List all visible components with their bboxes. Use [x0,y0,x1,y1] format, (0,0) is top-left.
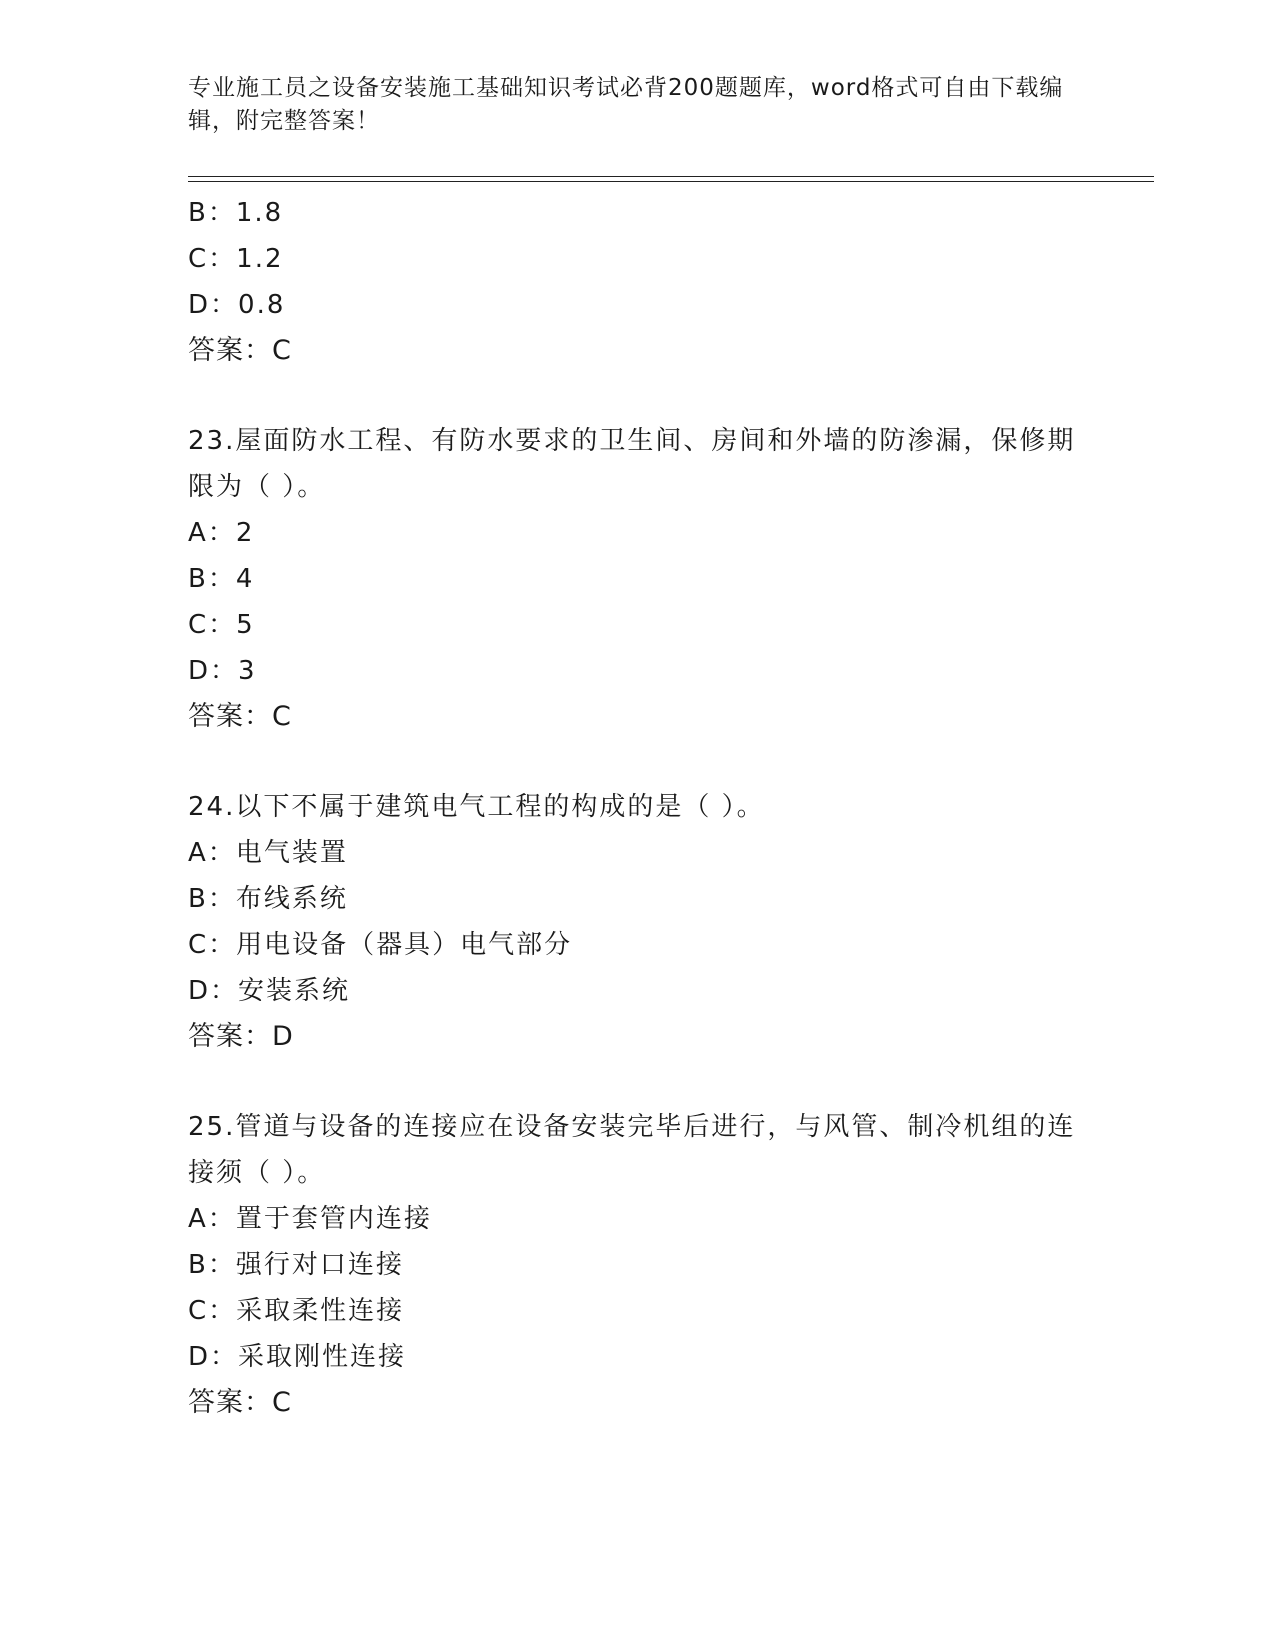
option-text: 采取柔性连接 [236,1296,405,1326]
option-text: 置于套管内连接 [235,1204,432,1234]
question-fragment [188,190,1088,374]
option-text: 1.8 [235,198,284,228]
option-separator: ： [208,610,237,640]
option-text: 4 [235,564,255,594]
option-text: 0.8 [238,290,286,320]
option-label: B [188,1250,208,1280]
option-text: 1.2 [236,244,284,274]
option-label: C [188,930,209,960]
option-text: 强行对口连接 [235,1250,404,1280]
answer-line: 答案：C [188,335,292,366]
header-rule-top [188,176,1154,177]
option-separator: ： [207,1204,236,1234]
option-separator: ： [207,884,236,914]
option-d [188,968,1088,1014]
option-c [188,602,1088,648]
header-rule-bottom [188,181,1154,182]
question-text: 25.管道与设备的连接应在设备安装完毕后进行，与风管、制冷机组的连接须（ ）。 [188,1112,1076,1188]
option-separator: ： [207,198,236,228]
option-separator: ： [210,976,239,1006]
answer-line: 答案：C [188,1387,292,1418]
option-text: 安装系统 [238,976,351,1006]
question-list [188,190,1088,1426]
answer-line: 答案：C [188,701,292,732]
option-text: 5 [236,610,255,640]
question-25 [188,1104,1088,1426]
option-separator: ： [207,564,236,594]
answer-line: 答案：D [188,1021,294,1052]
option-label: B [188,884,208,914]
option-label: B [188,564,208,594]
option-label: C [188,610,209,640]
option-label: D [188,290,211,320]
question-text: 23.屋面防水工程、有防水要求的卫生间、房间和外墙的防渗漏，保修期限为（ ）。 [188,426,1076,502]
option-a [188,830,1088,876]
option-d [188,282,1088,328]
option-label: D [188,656,211,686]
option-text: 采取刚性连接 [238,1342,407,1372]
option-label: A [188,838,208,868]
question-23 [188,418,1088,740]
option-separator: ： [207,518,236,548]
question-24 [188,784,1088,1060]
option-a [188,1196,1088,1242]
document-header: 专业施工员之设备安装施工基础知识考试必背200题题库，word格式可自由下载编辑，附完整答案！ [188,75,1064,134]
option-d [188,1334,1088,1380]
option-label: D [188,976,211,1006]
option-b [188,876,1088,922]
option-label: A [188,1204,208,1234]
option-label: B [188,198,208,228]
option-separator: ： [210,656,239,686]
option-text: 3 [238,656,257,686]
option-b [188,190,1088,236]
option-separator: ： [208,930,237,960]
option-separator: ： [208,1296,237,1326]
option-c [188,922,1088,968]
option-d [188,648,1088,694]
option-label: C [188,244,209,274]
option-label: C [188,1296,209,1326]
option-label: D [188,1342,211,1372]
option-a [188,510,1088,556]
option-separator: ： [210,1342,239,1372]
option-b [188,556,1088,602]
option-separator: ： [210,290,239,320]
option-text: 用电设备（器具）电气部分 [236,930,573,960]
question-text: 24.以下不属于建筑电气工程的构成的是（ ）。 [188,792,765,822]
option-separator: ： [208,244,237,274]
option-separator: ： [207,838,236,868]
option-separator: ： [207,1250,236,1280]
option-label: A [188,518,208,548]
option-text: 布线系统 [235,884,348,914]
option-c [188,236,1088,282]
option-c [188,1288,1088,1334]
option-text: 电气装置 [235,838,348,868]
option-b [188,1242,1088,1288]
option-text: 2 [235,518,255,548]
